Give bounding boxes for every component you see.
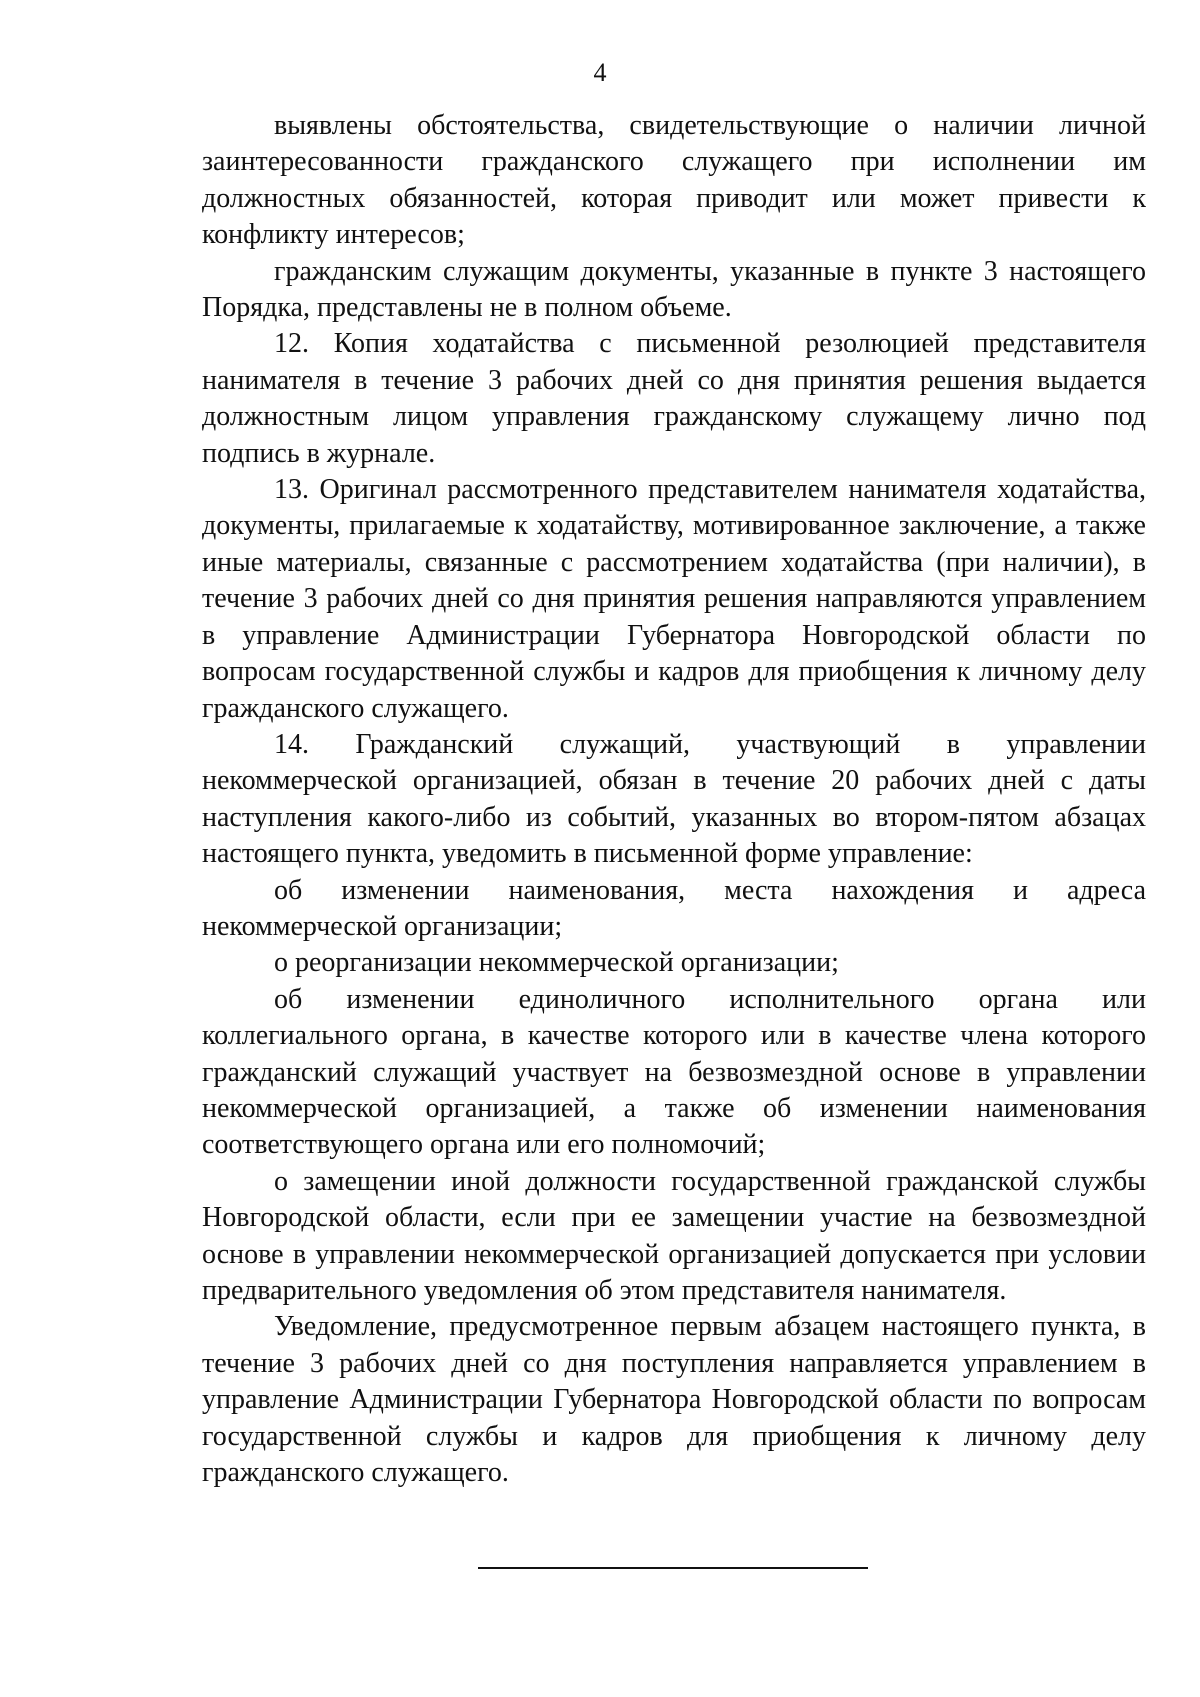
paragraph: о замещении иной должности государственной гражданской службы Новгородской области, если при ее замещении участие на безвозмездной основе в управлении некоммерческой организацией допускается при условии предварительного уведомления об этом представителя нанимателя. <box>202 1165 1146 1306</box>
page-number: 4 <box>593 58 607 87</box>
paragraph-item-12: 12. Копия ходатайства с письменной резолюцией представителя нанимателя в течение 3 рабочих дней со дня принятия решения выдается должностным лицом управления гражданскому служащему лично под подпись в журнале. <box>202 328 1146 469</box>
end-separator-line <box>478 1567 868 1569</box>
paragraph: выявлены обстоятельства, свидетельствующие о наличии личной заинтересованности гражданского служащего при исполнении им должностных обязанностей, которая приводит или может привести к конфликту интересов; <box>202 110 1146 251</box>
paragraph-item-13: 13. Оригинал рассмотренного представителем нанимателя ходатайства, документы, прилагаемые к ходатайству, мотивированное заключение, а также иные материалы, связанные с рассмотрением ходатайства (при наличии), в течение 3 рабочих дней со дня принятия решения направляются управлением в управление Администрации Губернатора Новгородской области по вопросам государственной службы и кадров для приобщения к личному делу гражданского служащего. <box>202 474 1146 724</box>
paragraph: об изменении наименования, места нахождения и адреса некоммерческой организации; <box>202 874 1146 942</box>
paragraph: гражданским служащим документы, указанные в пункте 3 настоящего Порядка, представлены не в полном объеме. <box>202 255 1146 324</box>
paragraph-item-14: 14. Гражданский служащий, участвующий в управлении некоммерческой организацией, обязан в течение 20 рабочих дней с даты наступления какого-либо из событий, указанных во втором-пятом абзацах настоящего пункта, уведомить в письменной форме управление: <box>202 728 1146 870</box>
paragraph: об изменении единоличного исполнительного органа или коллегиального органа, в качестве которого или в качестве члена которого гражданский служащий участвует на безвозмездной основе в управлении некоммерческой организацией, а также об изменении наименования соответствующего органа или его полномочий; <box>202 983 1146 1161</box>
document-body <box>202 108 1146 1491</box>
paragraph: Уведомление, предусмотренное первым абзацем настоящего пункта, в течение 3 рабочих дней со дня поступления направляется управлением в управление Администрации Губернатора Новгородской области по вопросам государственной службы и кадров для приобщения к личному делу гражданского служащего. <box>202 1311 1146 1489</box>
paragraph: о реорганизации некоммерческой организации; <box>274 947 839 979</box>
